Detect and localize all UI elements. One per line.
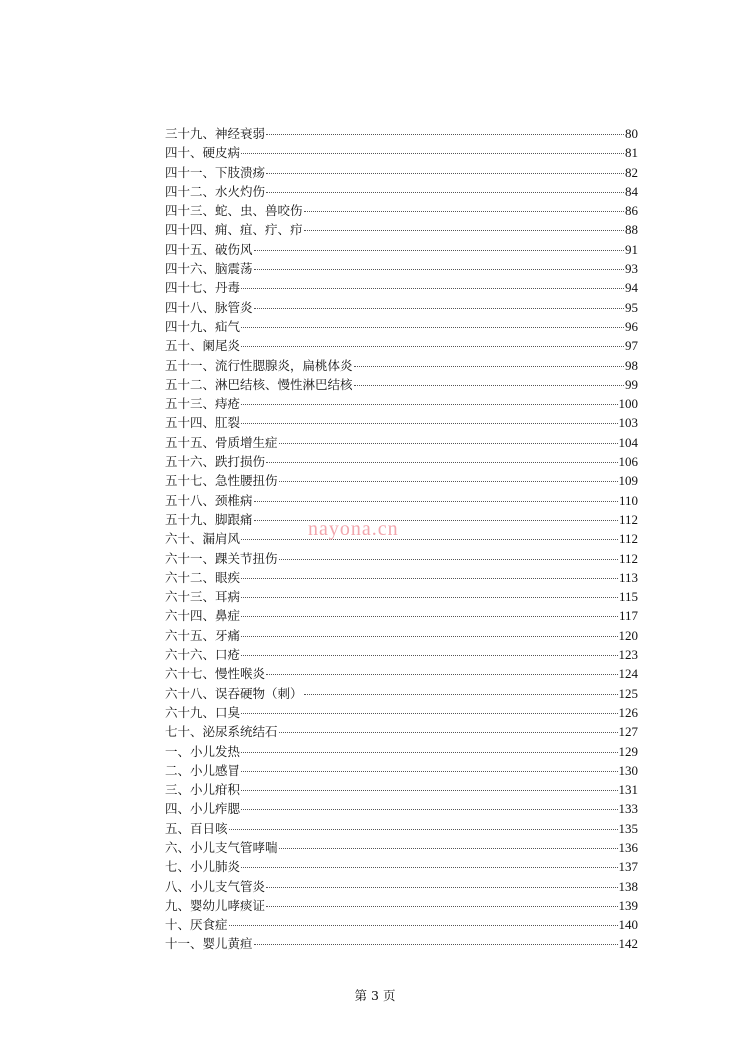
- toc-entry-title: 六十五、牙痛: [165, 627, 241, 643]
- toc-entry-page-number: 112: [618, 531, 638, 547]
- toc-dot-leader: [241, 867, 617, 868]
- toc-entry-title: 六、小儿支气管哮喘: [165, 839, 278, 855]
- toc-entry-page-number: 126: [618, 704, 638, 720]
- toc-entry-page-number: 129: [618, 743, 638, 759]
- toc-entry-title: 六十八、误吞硬物（刺）: [165, 685, 303, 701]
- toc-entry-page-number: 93: [625, 261, 638, 277]
- toc-entry-title: 十、厌食症: [165, 917, 228, 933]
- toc-dot-leader: [241, 288, 624, 289]
- toc-dot-leader: [354, 366, 624, 367]
- table-of-contents: [165, 124, 638, 954]
- toc-entry-title: 七十、泌尿系统结石: [165, 724, 278, 740]
- toc-entry-title: 十一、婴儿黄疸: [165, 936, 253, 952]
- toc-entry-title: 六十、漏肩风: [165, 531, 241, 547]
- toc-entry-title: 四十五、破伤风: [165, 241, 253, 257]
- toc-entry-title: 六十二、眼疾: [165, 569, 241, 585]
- toc-dot-leader: [254, 501, 618, 502]
- toc-entry-page-number: 115: [618, 589, 638, 605]
- toc-entry[interactable]: [165, 413, 638, 432]
- toc-entry-title: 三十九、神经衰弱: [165, 126, 266, 141]
- toc-entry-title: 八、小儿支气管炎: [165, 878, 266, 894]
- toc-entry-page-number: 120: [618, 627, 638, 643]
- toc-entry-page-number: 99: [625, 376, 638, 392]
- toc-dot-leader: [266, 674, 617, 675]
- toc-entry-title: 四十九、疝气: [165, 318, 241, 334]
- toc-entry[interactable]: [165, 491, 638, 510]
- toc-entry[interactable]: [165, 201, 638, 220]
- toc-dot-leader: [241, 327, 624, 328]
- toc-entry[interactable]: [165, 934, 638, 953]
- toc-entry[interactable]: [165, 568, 638, 587]
- toc-entry-title: 五、百日咳: [165, 820, 228, 836]
- toc-entry-title: 二、小儿感冒: [165, 762, 241, 778]
- toc-dot-leader: [241, 423, 617, 424]
- toc-entry-page-number: 86: [625, 203, 638, 219]
- toc-entry-page-number: 96: [625, 318, 638, 334]
- page-footer: 第 3 页: [354, 988, 396, 1003]
- toc-entry[interactable]: [165, 124, 638, 143]
- toc-entry-title: 七、小儿肺炎: [165, 859, 241, 875]
- toc-dot-leader: [241, 771, 617, 772]
- toc-dot-leader: [241, 790, 617, 791]
- toc-entry-title: 一、小儿发热: [165, 743, 241, 759]
- toc-dot-leader: [279, 559, 618, 560]
- toc-entry[interactable]: [165, 471, 638, 490]
- toc-entry-page-number: 130: [618, 762, 638, 778]
- toc-entry[interactable]: [165, 143, 638, 162]
- toc-dot-leader: [241, 404, 617, 405]
- toc-dot-leader: [279, 732, 618, 733]
- toc-dot-leader: [279, 481, 618, 482]
- toc-entry-title: 四十七、丹毒: [165, 280, 241, 296]
- toc-dot-leader: [241, 539, 618, 540]
- toc-entry-page-number: 106: [618, 454, 638, 470]
- toc-entry[interactable]: [165, 742, 638, 761]
- toc-entry[interactable]: [165, 626, 638, 645]
- toc-entry-page-number: 123: [618, 647, 638, 663]
- toc-entry-title: 四十三、蛇、虫、兽咬伤: [165, 203, 303, 219]
- toc-entry-page-number: 140: [618, 917, 638, 933]
- toc-entry[interactable]: [165, 336, 638, 355]
- toc-entry[interactable]: [165, 684, 638, 703]
- toc-entry-title: 九、婴幼儿哮痰证: [165, 897, 266, 913]
- toc-entry-title: 六十九、口臭: [165, 704, 241, 720]
- toc-entry[interactable]: [165, 278, 638, 297]
- toc-entry-title: 四十一、下肢溃疡: [165, 164, 266, 180]
- toc-entry[interactable]: [165, 761, 638, 780]
- toc-entry-title: 四十八、脉管炎: [165, 299, 253, 315]
- toc-entry[interactable]: [165, 433, 638, 452]
- toc-dot-leader: [254, 944, 618, 945]
- toc-entry-title: 四十二、水火灼伤: [165, 183, 266, 199]
- toc-entry-page-number: 82: [625, 164, 638, 180]
- toc-dot-leader: [241, 346, 624, 347]
- toc-entry[interactable]: [165, 664, 638, 683]
- toc-entry-title: 六十七、慢性喉炎: [165, 666, 266, 682]
- toc-entry[interactable]: [165, 645, 638, 664]
- toc-entry-page-number: 127: [618, 724, 638, 740]
- toc-entry-title: 五十八、颈椎病: [165, 492, 253, 508]
- toc-dot-leader: [241, 578, 618, 579]
- toc-entry-page-number: 109: [618, 473, 638, 489]
- toc-entry[interactable]: [165, 529, 638, 548]
- toc-dot-leader: [241, 809, 617, 810]
- toc-dot-leader: [241, 752, 617, 753]
- toc-entry[interactable]: [165, 857, 638, 876]
- toc-entry-title: 六十六、口疮: [165, 647, 241, 663]
- toc-dot-leader: [266, 906, 617, 907]
- toc-entry-page-number: 131: [618, 782, 638, 798]
- toc-entry[interactable]: [165, 780, 638, 799]
- toc-entry-page-number: 91: [625, 241, 638, 257]
- toc-dot-leader: [304, 230, 624, 231]
- toc-dot-leader: [266, 462, 617, 463]
- toc-dot-leader: [266, 173, 624, 174]
- toc-entry[interactable]: [165, 356, 638, 375]
- toc-entry-title: 五十一、流行性腮腺炎，扁桃体炎: [165, 357, 353, 373]
- toc-entry[interactable]: [165, 182, 638, 201]
- toc-dot-leader: [241, 597, 618, 598]
- toc-entry-title: 六十一、踝关节扭伤: [165, 550, 278, 566]
- toc-entry-title: 六十三、耳病: [165, 589, 241, 605]
- toc-entry-page-number: 117: [618, 608, 638, 624]
- toc-dot-leader: [266, 134, 624, 135]
- toc-entry[interactable]: [165, 375, 638, 394]
- toc-dot-leader: [304, 694, 618, 695]
- toc-entry-title: 四、小儿痄腮: [165, 801, 241, 817]
- toc-entry[interactable]: [165, 549, 638, 568]
- toc-entry-page-number: 139: [618, 897, 638, 913]
- toc-entry-page-number: 124: [618, 666, 638, 682]
- toc-entry-page-number: 88: [625, 222, 638, 238]
- toc-dot-leader: [241, 713, 617, 714]
- toc-dot-leader: [266, 887, 617, 888]
- toc-entry-page-number: 136: [618, 839, 638, 855]
- toc-entry-page-number: 110: [618, 492, 638, 508]
- toc-entry[interactable]: [165, 587, 638, 606]
- toc-dot-leader: [254, 308, 624, 309]
- toc-entry-page-number: 112: [618, 511, 638, 527]
- toc-entry[interactable]: [165, 703, 638, 722]
- toc-entry-title: 五十、阑尾炎: [165, 338, 241, 354]
- toc-dot-leader: [279, 848, 618, 849]
- toc-entry[interactable]: [165, 606, 638, 625]
- toc-entry-page-number: 103: [618, 415, 638, 431]
- toc-entry[interactable]: [165, 896, 638, 915]
- toc-entry[interactable]: [165, 394, 638, 413]
- toc-entry[interactable]: [165, 915, 638, 934]
- toc-dot-leader: [241, 153, 624, 154]
- toc-entry-page-number: 81: [625, 145, 638, 161]
- toc-entry-page-number: 125: [618, 685, 638, 701]
- toc-dot-leader: [229, 925, 618, 926]
- toc-dot-leader: [266, 192, 624, 193]
- toc-dot-leader: [241, 616, 618, 617]
- toc-entry-title: 四十六、脑震荡: [165, 261, 253, 277]
- toc-entry[interactable]: [165, 298, 638, 317]
- toc-entry-page-number: 104: [618, 434, 638, 450]
- toc-entry-page-number: 98: [625, 357, 638, 373]
- toc-entry[interactable]: [165, 877, 638, 896]
- toc-entry-title: 五十四、肛裂: [165, 415, 241, 431]
- toc-entry[interactable]: [165, 838, 638, 857]
- toc-entry[interactable]: [165, 240, 638, 259]
- toc-entry-page-number: 113: [618, 569, 638, 585]
- toc-entry-title: 四十四、痈、疽、疔、疖: [165, 222, 303, 238]
- toc-dot-leader: [229, 829, 618, 830]
- toc-entry-title: 五十九、脚跟痛: [165, 511, 253, 527]
- toc-entry-page-number: 80: [625, 126, 638, 141]
- toc-entry-title: 六十四、鼻症: [165, 608, 241, 624]
- toc-dot-leader: [241, 655, 617, 656]
- toc-entry-page-number: 142: [618, 936, 638, 952]
- toc-entry[interactable]: [165, 722, 638, 741]
- toc-entry-title: 五十三、痔疮: [165, 396, 241, 412]
- toc-entry-title: 三、小儿疳积: [165, 782, 241, 798]
- toc-entry-page-number: 137: [618, 859, 638, 875]
- toc-entry-title: 五十六、跌打损伤: [165, 454, 266, 470]
- watermark-text: nayona.cn: [308, 518, 399, 540]
- toc-entry[interactable]: [165, 317, 638, 336]
- toc-entry-page-number: 95: [625, 299, 638, 315]
- toc-entry[interactable]: [165, 163, 638, 182]
- toc-entry-title: 五十七、急性腰扭伤: [165, 473, 278, 489]
- toc-entry-page-number: 133: [618, 801, 638, 817]
- toc-entry[interactable]: [165, 452, 638, 471]
- toc-entry[interactable]: [165, 259, 638, 278]
- toc-entry[interactable]: [165, 220, 638, 239]
- toc-dot-leader: [241, 636, 617, 637]
- toc-entry-page-number: 135: [618, 820, 638, 836]
- toc-dot-leader: [354, 385, 624, 386]
- toc-entry-title: 四十、硬皮病: [165, 145, 241, 161]
- toc-dot-leader: [254, 250, 624, 251]
- toc-entry-page-number: 84: [625, 183, 638, 199]
- toc-entry-page-number: 94: [625, 280, 638, 296]
- toc-entry-page-number: 138: [618, 878, 638, 894]
- toc-entry-title: 五十五、骨质增生症: [165, 434, 278, 450]
- toc-entry-page-number: 97: [625, 338, 638, 354]
- toc-entry-title: 五十二、淋巴结核、慢性淋巴结核: [165, 376, 353, 392]
- toc-entry[interactable]: [165, 799, 638, 818]
- toc-dot-leader: [254, 269, 624, 270]
- toc-entry-page-number: 112: [618, 550, 638, 566]
- toc-dot-leader: [304, 211, 624, 212]
- toc-entry-page-number: 100: [618, 396, 638, 412]
- toc-entry[interactable]: [165, 819, 638, 838]
- toc-dot-leader: [279, 443, 618, 444]
- toc-entry[interactable]: [165, 510, 638, 529]
